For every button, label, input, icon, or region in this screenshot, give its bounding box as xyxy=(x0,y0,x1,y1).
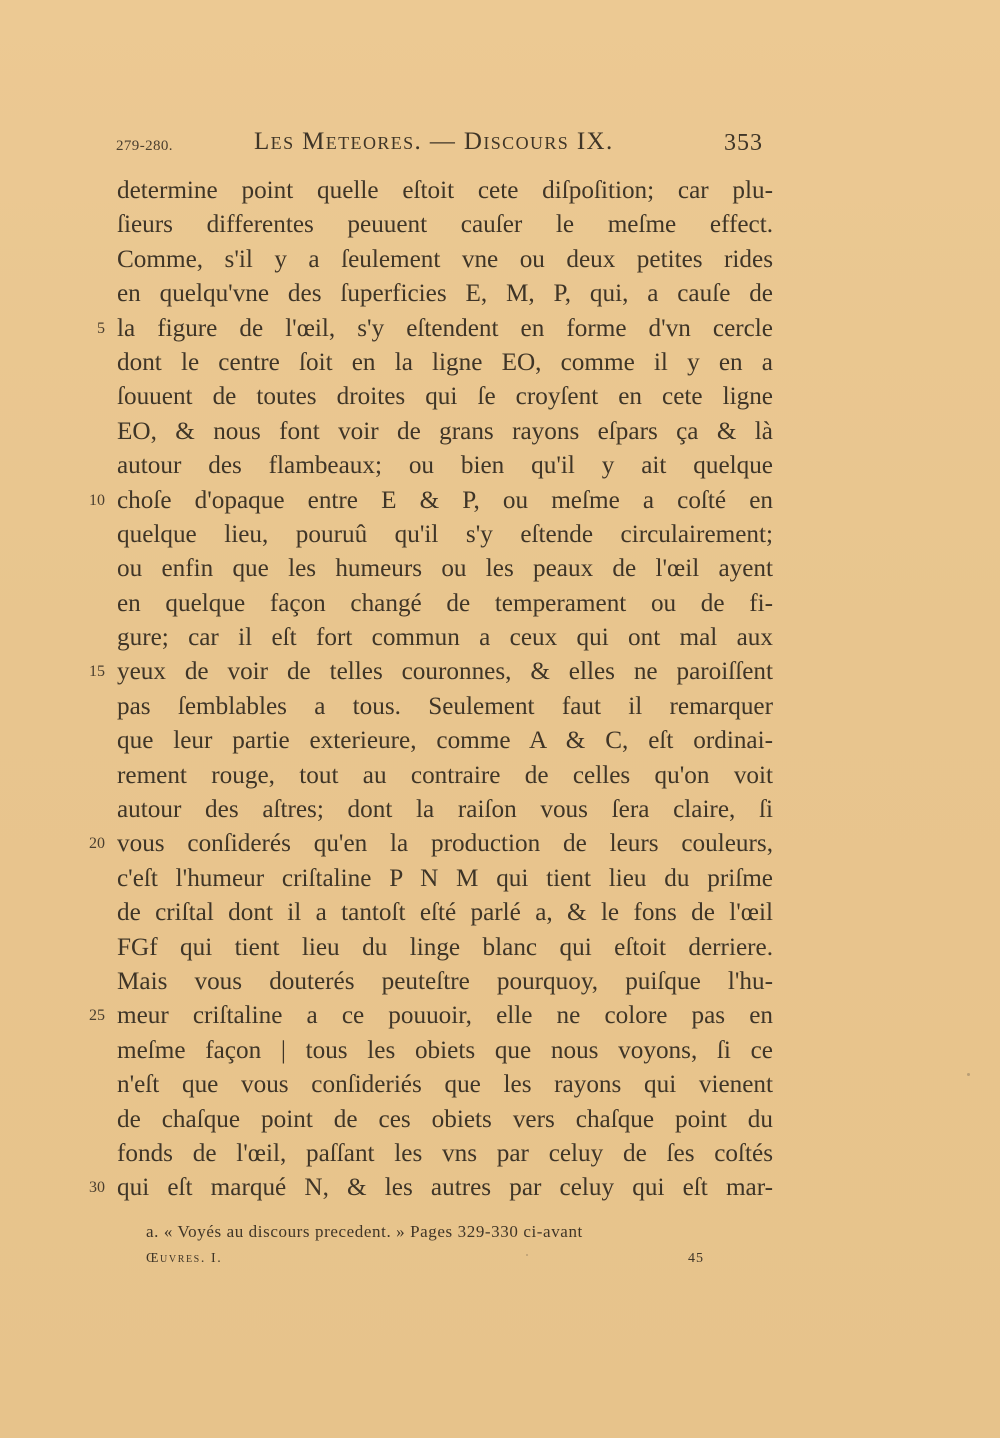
text-line xyxy=(89,484,773,518)
line-text: meur criſtaline a ce pouuoir, elle ne colore pas en xyxy=(117,1002,773,1030)
line-text: pas ſemblables a tous. Seulement faut il remarquer xyxy=(117,692,773,720)
line-text: gure; car il eſt fort commun a ceux qui ont mal aux xyxy=(117,624,773,652)
text-line xyxy=(117,277,773,311)
text-line xyxy=(117,1137,773,1171)
text-line xyxy=(117,621,773,655)
line-text: de criſtal dont il a tantoſt eſté parlé a, & le fons de l'œil xyxy=(117,899,773,927)
line-text: la figure de l'œil, s'y eſtendent en forme d'vn cercle xyxy=(117,314,773,342)
page-number: 353 xyxy=(724,130,763,156)
line-text: quelque lieu, pouruû qu'il s'y eſtende circulairement; xyxy=(117,520,773,548)
line-text: autour des aſtres; dont la raiſon vous ſera claire, ſi xyxy=(117,796,773,824)
line-text: yeux de voir de telles couronnes, & elles ne paroiſſent xyxy=(117,658,773,686)
text-line xyxy=(117,690,773,724)
text-line xyxy=(117,759,773,793)
text-line xyxy=(117,174,773,208)
text-line xyxy=(117,243,773,277)
line-text: en quelqu'vne des ſuperficies E, M, P, qui, a cauſe de xyxy=(117,280,773,308)
line-number: 15 xyxy=(89,663,105,681)
line-number: 30 xyxy=(89,1179,105,1197)
line-text: determine point quelle eſtoit cete diſpoſition; car plu- xyxy=(117,177,773,204)
line-text: vous conſiderés qu'en la production de leurs couleurs, xyxy=(117,830,773,858)
text-line xyxy=(117,518,773,552)
text-line xyxy=(97,312,773,346)
line-number: 20 xyxy=(89,835,105,853)
text-line xyxy=(117,415,773,449)
text-line xyxy=(117,1068,773,1102)
line-text: ou enfin que les humeurs ou les peaux de l'œil ayent xyxy=(117,555,773,583)
line-text: rement rouge, tout au contraire de celles qu'on voit xyxy=(117,761,773,789)
footnote: a. « Voyés au discours precedent. » Pages 329-330 ci-avant xyxy=(146,1222,583,1241)
text-line xyxy=(117,587,773,621)
text-line xyxy=(117,896,773,930)
line-number: 5 xyxy=(97,319,105,337)
line-text: ſouuent de toutes droites qui ſe croyſent en cete ligne xyxy=(117,383,773,411)
text-line xyxy=(117,965,773,999)
line-text: ſieurs differentes peuuent cauſer le meſme effect. xyxy=(117,211,773,239)
text-line xyxy=(117,380,773,414)
text-line xyxy=(117,724,773,758)
line-text: EO, & nous font voir de grans rayons eſpars ça & là xyxy=(117,417,773,445)
text-line xyxy=(117,346,773,380)
text-line xyxy=(117,208,773,242)
text-line xyxy=(89,999,773,1033)
paper-speck xyxy=(967,1073,970,1076)
line-text: choſe d'opaque entre E & P, ou meſme a coſté en xyxy=(117,486,773,514)
text-line xyxy=(117,1103,773,1137)
line-text: Comme, s'il y a ſeulement vne ou deux petites rides xyxy=(117,245,773,273)
line-text: n'eſt que vous conſideriés que les rayons qui vienent xyxy=(117,1071,773,1099)
text-line xyxy=(117,862,773,896)
body-text xyxy=(89,174,773,1206)
text-line xyxy=(117,552,773,586)
paper-speck xyxy=(526,1254,528,1256)
text-line xyxy=(89,827,773,861)
line-text: en quelque façon changé de temperament ou de fi- xyxy=(117,589,773,617)
line-number: 10 xyxy=(89,491,105,509)
line-text: dont le centre ſoit en la ligne EO, comme il y en a xyxy=(117,348,773,376)
line-text: meſme façon | tous les obiets que nous voyons, ſi ce xyxy=(117,1036,773,1064)
line-text: de chaſque point de ces obiets vers chaſque point du xyxy=(117,1105,773,1133)
folio-reference: 279-280. xyxy=(116,138,173,154)
page-header xyxy=(0,128,1000,168)
signature-number: 45 xyxy=(688,1251,704,1266)
line-text: c'eſt l'humeur criſtaline P N M qui tient lieu du priſme xyxy=(117,864,773,892)
line-text: fonds de l'œil, paſſant les vns par celuy de ſes coſtés xyxy=(117,1139,773,1167)
line-text: autour des flambeaux; ou bien qu'il y ait quelque xyxy=(117,452,773,480)
line-text: qui eſt marqué N, & les autres par celuy qui eſt mar- xyxy=(117,1174,773,1202)
line-text: FGf qui tient lieu du linge blanc qui eſtoit derriere. xyxy=(117,933,773,961)
text-line xyxy=(89,1171,773,1205)
line-number: 25 xyxy=(89,1007,105,1025)
line-text: Mais vous douterés peuteſtre pourquoy, puiſque l'hu- xyxy=(117,967,773,995)
signature-mark: Œuvres. I. xyxy=(146,1251,223,1266)
text-line xyxy=(117,793,773,827)
text-line xyxy=(117,931,773,965)
running-title: Les Meteores. — Discours IX. xyxy=(254,128,614,155)
text-line xyxy=(117,449,773,483)
text-line xyxy=(117,1034,773,1068)
line-text: que leur partie exterieure, comme A & C, eſt ordinai- xyxy=(117,727,773,755)
text-line xyxy=(89,655,773,689)
